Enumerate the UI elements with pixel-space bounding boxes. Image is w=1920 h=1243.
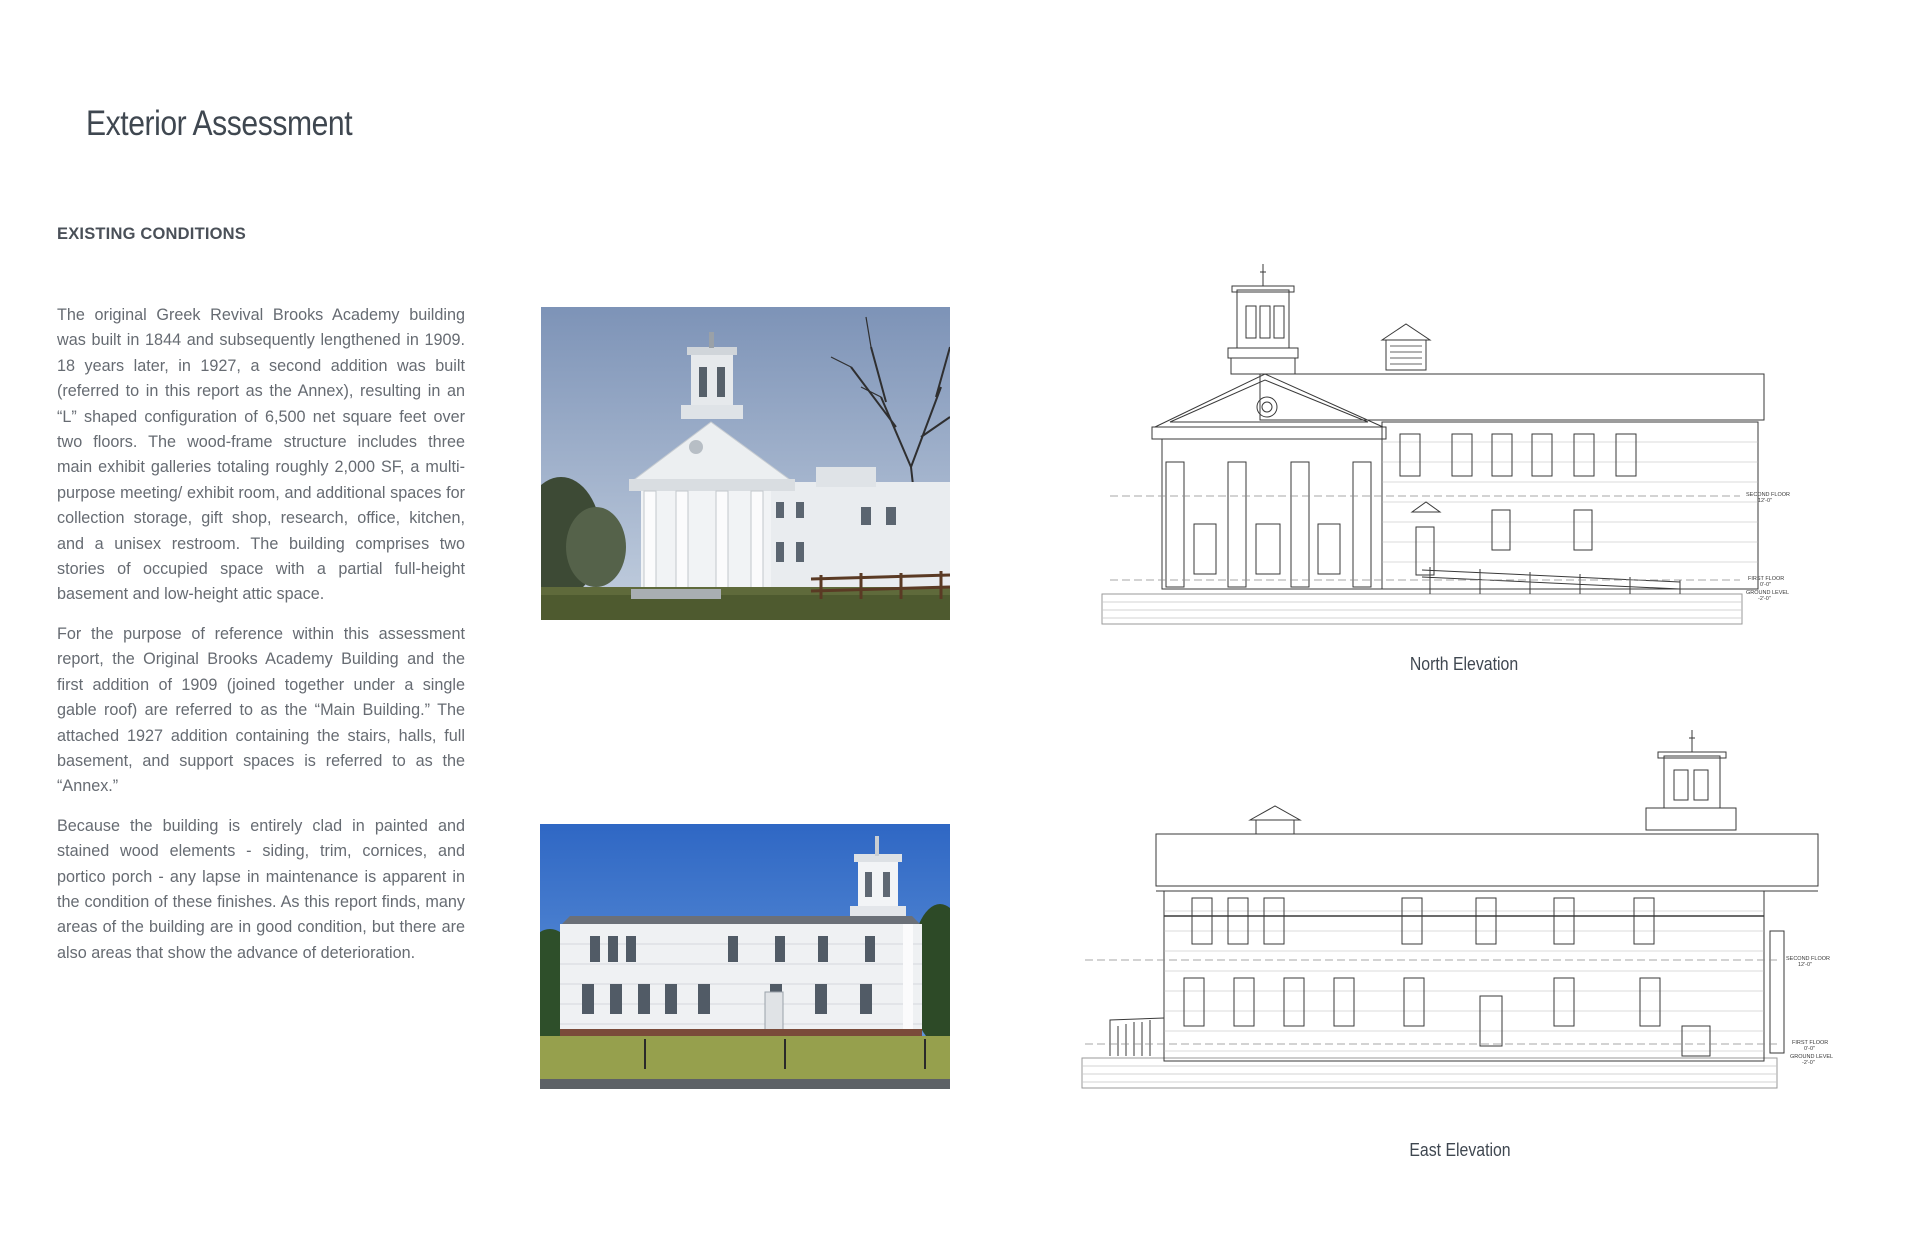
- north-level-second-value: 12'-0": [1758, 498, 1773, 504]
- east-level-ground-value: -2'-0": [1802, 1060, 1815, 1066]
- north-level-ground-value: -2'-0": [1758, 596, 1771, 602]
- photo-east-side: [540, 824, 950, 1089]
- north-level-ground: GROUND LEVEL: [1746, 590, 1790, 596]
- east-level-first-value: 0'-0": [1804, 1046, 1815, 1052]
- paragraph-2: For the purpose of reference within this assessment report, the Original Brooks Academy Building and the first addition of 1909 (joined together under a single gable roof) are referred to as the “Main Building.” The attached 1927 addition containing the stairs, halls, full basement, and support spaces is referred to as the “Annex.”: [57, 624, 465, 796]
- east-level-first: FIRST FLOOR: [1792, 1040, 1829, 1046]
- section-heading: EXISTING CONDITIONS: [57, 225, 246, 243]
- photo-north-portico: [541, 307, 950, 620]
- east-elevation-drawing: [1080, 726, 1850, 1094]
- paragraph-3: Because the building is entirely clad in painted and stained wood elements - siding, trim, cornices, and portico porch - any lapse in maintenance is apparent in the condition of these finishes. As this report finds, many areas of the building are in good condition, but there are also areas that show the advance of deterioration.: [57, 816, 465, 962]
- east-level-second-value: 12'-0": [1798, 962, 1813, 968]
- north-level-second: SECOND FLOOR: [1746, 492, 1791, 498]
- body-text: [57, 303, 465, 980]
- east-level-ground: GROUND LEVEL: [1790, 1054, 1834, 1060]
- east-elevation-caption: East Elevation: [1409, 1140, 1511, 1160]
- page-title: Exterior Assessment: [86, 104, 353, 143]
- north-elevation-caption: North Elevation: [1409, 654, 1519, 674]
- north-level-first-value: 0'-0": [1760, 582, 1771, 588]
- paragraph-1: The original Greek Revival Brooks Academy building was built in 1844 and subsequently lengthened in 1909. 18 years later, in 1927, a second addition was built (referred to in this report as the Annex), resulting in an “L” shaped configuration of 6,500 net square feet over two floors. The wood-frame structure includes three main exhibit galleries totaling roughly 2,000 SF, a multi-purpose meeting/ exhibit room, and additional spaces for collection storage, gift shop, research, office, kitchen, and a unisex restroom. The building comprises two stories of occupied space with a partial full-height basement and low-height attic space.: [57, 306, 465, 604]
- east-level-second: SECOND FLOOR: [1786, 956, 1831, 962]
- north-level-first: FIRST FLOOR: [1748, 576, 1785, 582]
- north-elevation-drawing: [1100, 262, 1806, 628]
